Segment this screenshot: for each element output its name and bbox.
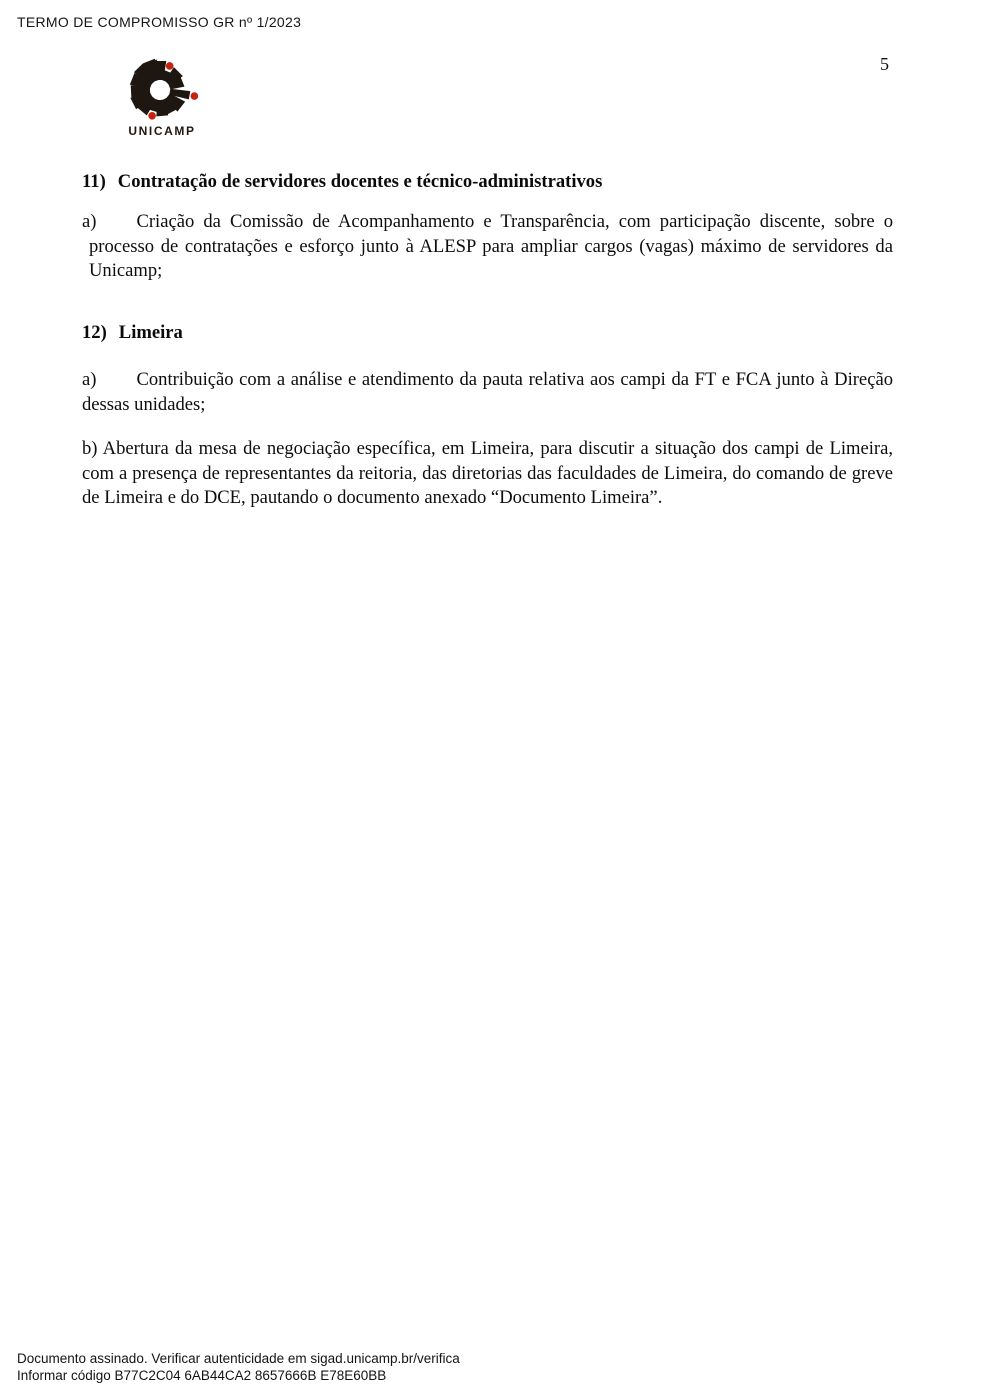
list-item-12b (82, 437, 893, 511)
page-number: 5 (880, 54, 889, 74)
item-text: Contribuição com a análise e atendimento da pauta relativa aos campi da FT e FCA junto à Direção dessas unidades; (82, 369, 893, 415)
unicamp-emblem-icon (122, 57, 202, 123)
section-title: Contratação de servidores docentes e técnico-administrativos (117, 171, 603, 192)
item-label: a) (82, 211, 97, 232)
document-footer (17, 1351, 460, 1384)
list-item-11a (82, 210, 893, 284)
footer-verification-line: Documento assinado. Verificar autenticidade em sigad.unicamp.br/verifica (17, 1351, 460, 1366)
section-number: 12) (82, 322, 107, 343)
section-number: 11) (82, 171, 106, 192)
section-heading-11 (82, 170, 893, 194)
item-text: Criação da Comissão de Acompanhamento e Transparência, com participação discente, sobre o processo de contratações e esforço junto à ALESP para ampliar cargos (vagas) máximo de servidores da Unicamp; (89, 211, 893, 281)
section-heading-12 (82, 321, 893, 345)
unicamp-wordmark: UNICAMP (128, 124, 196, 138)
list-item-12a (82, 368, 893, 417)
section-title: Limeira (118, 322, 183, 343)
unicamp-logo (122, 57, 202, 138)
footer-code-line: Informar código B77C2C04 6AB44CA2 8657666B E78E60BB (17, 1367, 387, 1383)
document-header-title: TERMO DE COMPROMISSO GR nº 1/2023 (17, 14, 302, 30)
item-label: b) (82, 438, 98, 459)
item-label: a) (82, 369, 97, 390)
item-text: Abertura da mesa de negociação específica, em Limeira, para discutir a situação dos campi de Limeira, com a presença de representantes da reitoria, das diretorias das faculdades de Limeira, do comando de greve de Limeira e do DCE, pautando o documento anexado “Documento Limeira”. (82, 438, 894, 508)
